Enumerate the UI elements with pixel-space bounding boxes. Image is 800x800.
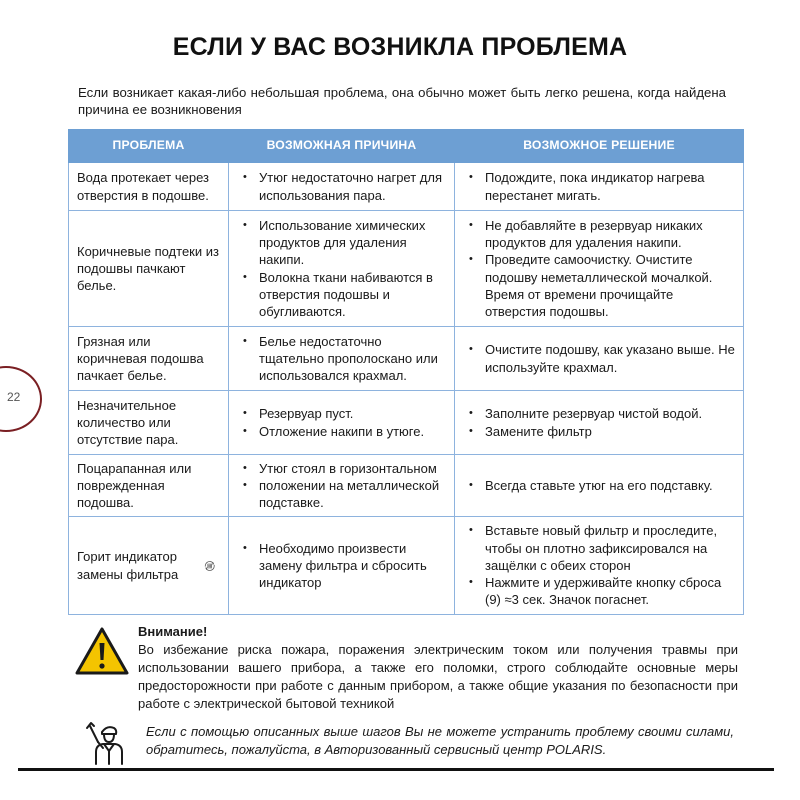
intro-text: Если возникает какая-либо небольшая проблема, она обычно может быть легко решена, когда найдена причина ее возникновения [78,85,726,117]
problem-cell [69,517,229,615]
cause-item: • Волокна ткани набиваются в отверстия подошвы и обугливаются. [237,269,446,321]
table-header-row [69,130,744,163]
cause-item: • Резервуар пуст. [237,405,446,422]
page-title: ЕСЛИ У ВАС ВОЗНИКЛА ПРОБЛЕМА [172,33,628,61]
cause-cell [229,327,455,391]
cause-cell [229,211,455,327]
service-technician-icon [84,720,130,766]
solution-item: • Нажмите и удерживайте кнопку сброса (9) ≈3 сек. Значок погаснет. [463,574,735,608]
solution-cell [455,327,744,391]
cause-cell [229,517,455,615]
warning-triangle-icon [74,626,130,676]
cause-item: • Белье недостаточно тщательно прополоскано или использовался крахмал. [237,333,446,385]
solution-item: • Не добавляйте в резервуар никаких продуктов для удаления накипи. [463,217,735,251]
header-problem: ПРОБЛЕМА [69,130,229,163]
problem-cell: Незначительное количество или отсутствие пара. [69,391,229,455]
cause-item: • Отложение накипи в утюге. [237,423,446,440]
problem-cell: Вода протекает через отверстия в подошве. [69,163,229,211]
cause-cell [229,455,455,517]
filter-reset-icon [203,555,216,577]
solution-item: • Проведите самоочистку. Очистите подошву неметаллической мочалкой. Время от времени прочищайте отверстия подошвы. [463,251,735,320]
cause-item: • Утюг недостаточно нагрет для использования пара. [237,169,446,203]
solution-item: • Подождите, пока индикатор нагрева перестанет мигать. [463,169,735,203]
bottom-rule [18,768,774,771]
table-row [69,211,744,327]
warning-title: Внимание! [138,624,208,639]
header-solution: ВОЗМОЖНОЕ РЕШЕНИЕ [455,130,744,163]
solution-item: • Очистите подошву, как указано выше. Не используйте крахмал. [463,341,735,375]
solution-item: • Заполните резервуар чистой водой. [463,405,735,422]
header-cause: ВОЗМОЖНАЯ ПРИЧИНА [229,130,455,163]
cause-cell [229,391,455,455]
cause-item: • положении на металлической подставке. [237,477,446,511]
troubleshooting-table [68,129,744,615]
cause-item: • Использование химических продуктов для удаления накипи. [237,217,446,269]
table-row [69,517,744,615]
solution-cell [455,391,744,455]
service-center-text: Если с помощью описанных выше шагов Вы не можете устранить проблему своими силами, обратитесь, пожалуйста, в Авторизованный сервисный центр POLARIS. [146,724,734,757]
problem-cell: Поцарапанная или поврежденная подошва. [69,455,229,517]
problem-cell: Грязная или коричневая подошва пачкает белье. [69,327,229,391]
solution-cell [455,163,744,211]
table-row [69,455,744,517]
table-row [69,163,744,211]
solution-cell [455,455,744,517]
table-row [69,327,744,391]
solution-item: • Всегда ставьте утюг на его подставку. [463,477,735,494]
solution-item: • Вставьте новый фильтр и проследите, чтобы он плотно зафиксировался на защёлки с обеих сторон [463,522,735,574]
solution-item: • Замените фильтр [463,423,735,440]
warning-text: Во избежание риска пожара, поражения электрическим током или получения травмы при использовании вашего прибора, а также его поломки, строго соблюдайте основные меры предосторожности при работе с данным прибором, а также общие указания по безопасности при работе с электрической бытовой техникой [138,642,738,711]
solution-cell [455,211,744,327]
cause-item: • Необходимо произвести замену фильтра и сбросить индикатор [237,540,446,592]
page-number: 22 [7,390,21,404]
cause-cell [229,163,455,211]
problem-cell: Коричневые подтеки из подошвы пачкают белье. [69,211,229,327]
problem-text: Горит индикатор замены фильтра [77,549,179,582]
solution-cell [455,517,744,615]
table-row [69,391,744,455]
cause-item: • Утюг стоял в горизонтальном [237,460,446,477]
